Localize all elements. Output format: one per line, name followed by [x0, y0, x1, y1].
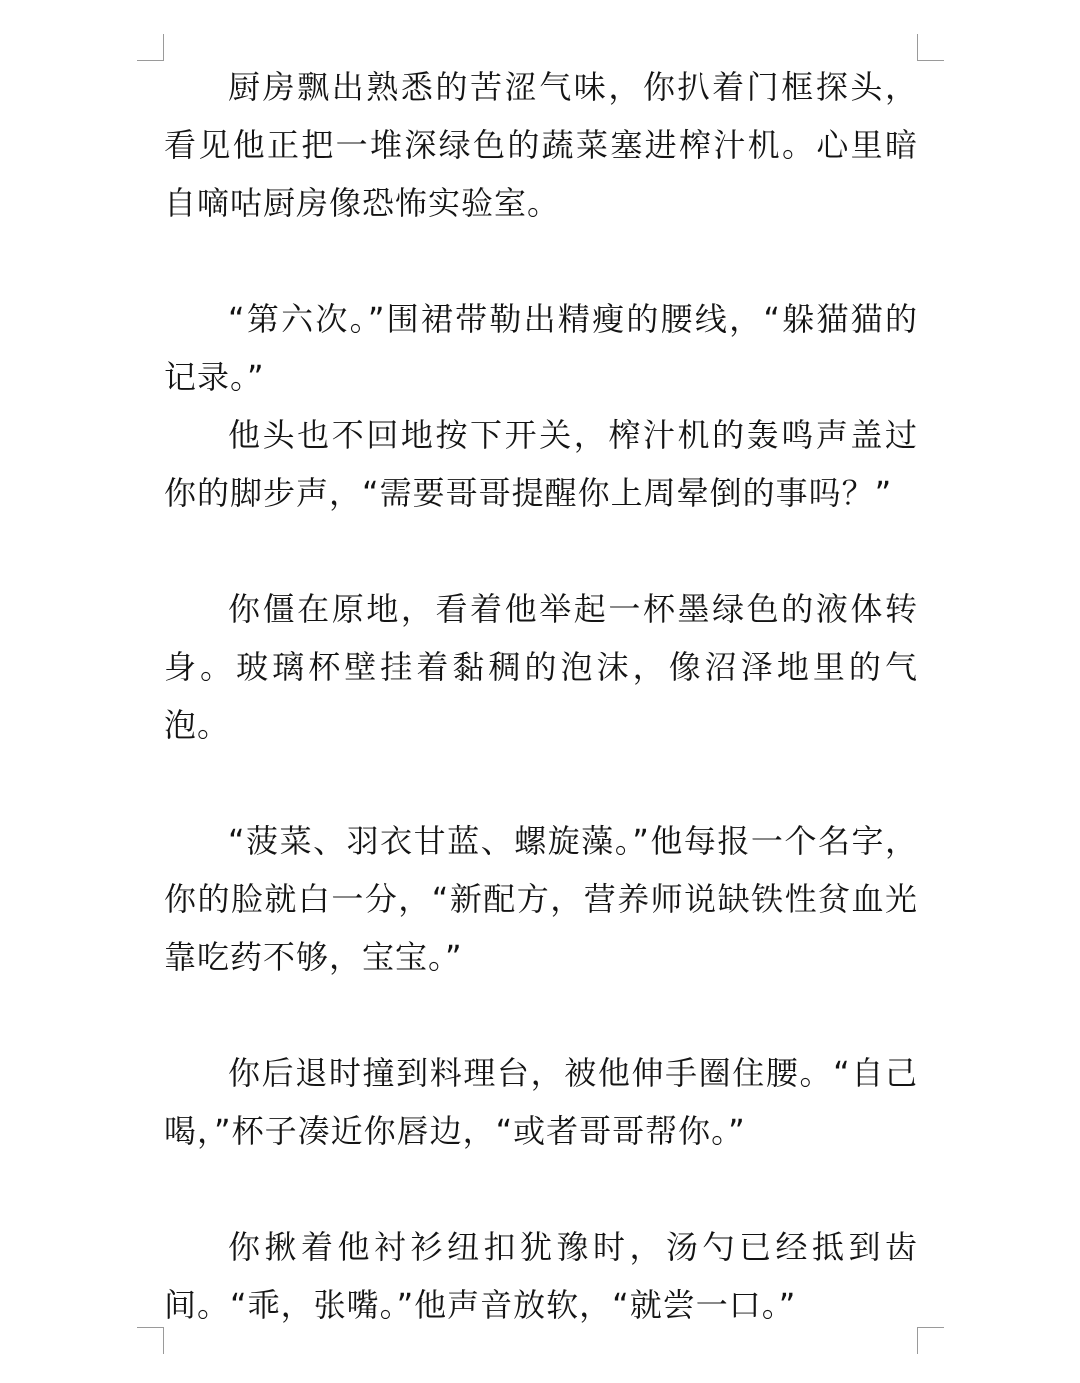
paragraph: 你揪着他衬衫纽扣犹豫时，汤勺已经抵到齿间。“乖，张嘴。”他声音放软，“就尝一口。” — [164, 1228, 918, 1324]
paragraph: 他头也不回地按下开关，榨汁机的轰鸣声盖过你的脚步声，“需要哥哥提醒你上周晕倒的事吗？” — [164, 416, 918, 512]
crop-mark-bottom-left — [137, 1327, 164, 1354]
paragraph: 厨房飘出熟悉的苦涩气味，你扒着门框探头，看见他正把一堆深绿色的蔬菜塞进榨汁机。心里暗自嘀咕厨房像恐怖实验室。 — [164, 68, 918, 222]
crop-mark-top-right — [917, 34, 944, 61]
paragraph: 你僵在原地，看着他举起一杯墨绿色的液体转身。玻璃杯壁挂着黏稠的泡沫，像沼泽地里的气泡。 — [164, 590, 918, 744]
paragraph: “第六次。”围裙带勒出精瘦的腰线，“躲猫猫的记录。” — [164, 300, 918, 396]
document-body — [164, 58, 918, 1334]
paragraph: 你后退时撞到料理台，被他伸手圈住腰。“自己喝，”杯子凑近你唇边，“或者哥哥帮你。” — [164, 1054, 918, 1150]
crop-mark-top-left — [137, 34, 164, 61]
paragraph: “菠菜、羽衣甘蓝、螺旋藻。”他每报一个名字，你的脸就白一分，“新配方，营养师说缺铁性贫血光靠吃药不够，宝宝。” — [164, 822, 918, 976]
crop-mark-bottom-right — [917, 1327, 944, 1354]
